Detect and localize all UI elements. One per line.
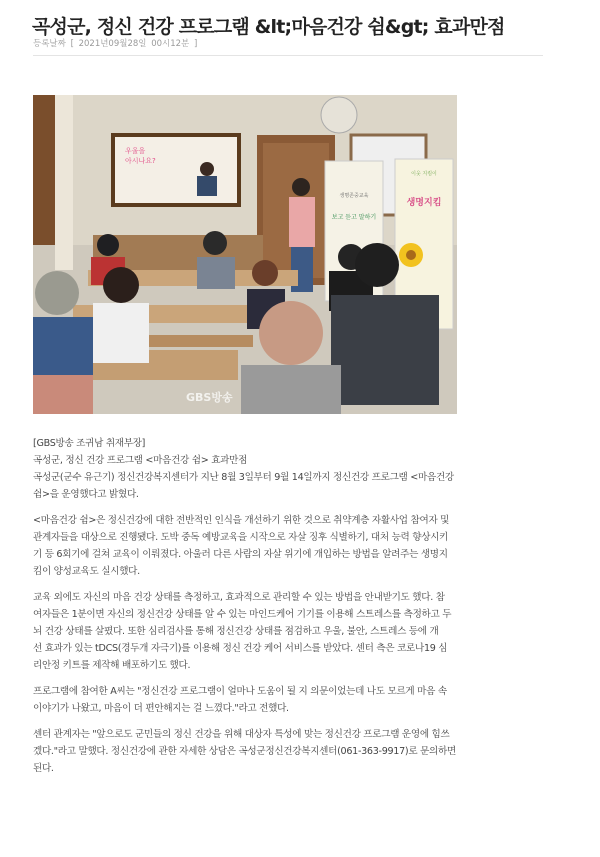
text-line: <마음건강 쉼>은 정신건강에 대한 전반적인 인식을 개선하기 위한 것으로 취약계층 자활사업 참여자 및 [33,515,450,526]
text-line: 곡성군, 정신 건강 프로그램 <마음건강 쉼> 효과만점 [33,455,248,466]
article-body [33,435,563,786]
text-line: 센터 관계자는 "앞으로도 군민들의 정신 건강을 위해 대상자 특성에 맞는 정신건강 프로그램 운영에 힘쓰 [33,729,450,740]
article-meta [33,37,199,49]
text-line: 된다. [33,763,54,774]
text-line: 프로그램에 참여한 A씨는 "정신건강 프로그램이 얼마나 도움이 될 지 의문이었는데 나도 모르게 마음 속 [33,686,447,697]
text-line: 여자들은 1분이면 자신의 정신건강 상태를 알 수 있는 마인드케어 기기를 이용해 스트레스를 측정하고 두 [33,609,452,620]
date-label: 등록날짜 [33,39,66,49]
text-line: 곡성군(군수 유근기) 정신건강복지센터가 지난 8월 3일부터 9월 14일까지 정신건강 프로그램 <마음건강 [33,472,454,483]
title-divider [33,55,543,56]
publish-date: 2021년09월28일 [78,39,147,49]
tv-screen-text-1: 우울을 [125,147,146,155]
text-line: 관계자들을 대상으로 진행됐다. 도박 중독 예방교육을 시작으로 자살 징후 식별하기, 대처 능력 향상시키 [33,532,449,543]
paragraph [33,726,563,777]
publish-time: 00시12분 [151,39,190,49]
text-line: 이야기가 나왔고, 마음이 더 편안해지는 걸 느꼈다."라고 전했다. [33,703,289,714]
paragraph [33,589,563,674]
text-line: 기 등 6회기에 걸쳐 교육이 이뤄졌다. 아울러 다른 사람의 자살 위기에 개입하는 방법을 알려주는 생명지 [33,549,448,560]
article-photo [33,95,457,414]
banner-right-text: 생명지킴 [406,198,442,208]
paragraph [33,683,563,717]
photo-watermark: GBS방송 [186,391,233,404]
text-line: 겠다."라고 말했다. 정신건강에 관한 자세한 상담은 곡성군정신건강복지센터(061-363-9917)로 문의하면 [33,746,456,757]
tv-screen-text-2: 아시나요? [125,157,156,165]
text-line: 킴이 양성교육도 실시했다. [33,566,140,577]
text-line: 리안정 키트를 제작해 배포하기도 했다. [33,660,191,671]
text-line: 쉼>을 운영했다고 밝혔다. [33,489,139,500]
text-line: 선 효과가 있는 tDCS(경두개 자극기)를 이용해 정신 건강 케어 서비스를 받았다. 센터 측은 코로나19 심 [33,643,448,654]
classroom-photo [33,95,457,414]
banner-center-text: 보고 듣고 말하기 [331,214,377,221]
meta-close-bracket: ] [193,39,198,49]
text-line: 교육 외에도 자신의 마음 건강 상태를 측정하고, 효과적으로 관리할 수 있는 방법을 안내받기도 했다. 참 [33,592,445,603]
paragraph [33,512,563,580]
meta-open-bracket: [ [70,39,74,49]
text-line: [GBS방송 조귀남 취재부장] [33,438,146,449]
article-title: 곡성군, 정신 건강 프로그램 &lt;마음건강 쉼&gt; 효과만점 [32,16,505,38]
text-line: 뇌 건강 상태를 살폈다. 또한 심리검사를 통해 정신건강 상태를 점검하고 우울, 불안, 스트레스 등에 개 [33,626,439,637]
banner-right-small-text: 이웃 지킴이 [411,171,437,177]
banner-center-small-text: 생명존중교육 [339,193,369,199]
paragraph [33,435,563,503]
